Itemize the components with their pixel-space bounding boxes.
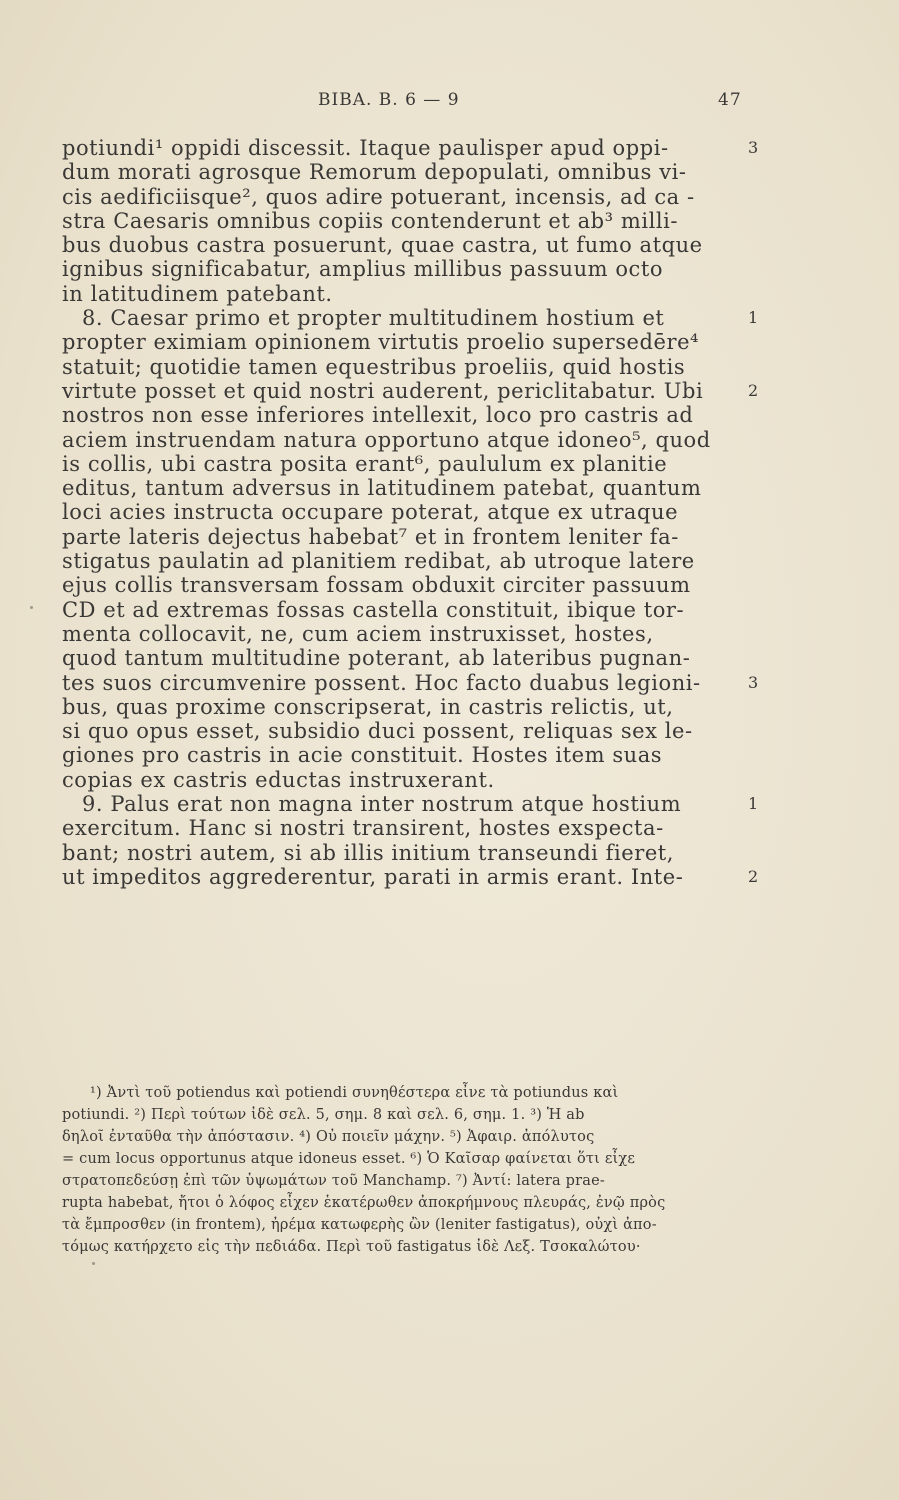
text-line: copias ex castris eductas instruxerant. <box>62 767 495 792</box>
footnote-line: rupta habebat, ἤτοι ὁ λόφος εἶχεν ἑκατέρωθεν ἀποκρήμνους πλευράς, ἐνῷ πρὸς <box>62 1195 666 1211</box>
margin-number: 1 <box>748 308 759 327</box>
main-text <box>62 136 742 889</box>
text-line: stigatus paulatin ad planitiem redibat, ab utroque latere <box>62 549 695 574</box>
text-line: is collis, ubi castra posita erant⁶, paululum ex planitie <box>62 451 668 476</box>
text-line: bus duobus castra posuerunt, quae castra, ut fumo atque <box>62 233 703 258</box>
text-line: propter eximiam opinionem virtutis proelio supersedēre⁴ <box>62 330 700 355</box>
footnotes <box>62 1082 772 1258</box>
paper-speck <box>30 606 33 609</box>
footnote-line: δηλοῖ ἐνταῦθα τὴν ἀπόστασιν. ⁴) Οὐ ποιεῖν μάχην. ⁵) Ἀφαιρ. ἀπόλυτος <box>62 1129 595 1145</box>
margin-number: 2 <box>748 381 759 400</box>
text-line: editus, tantum adversus in latitudinem patebat, quantum <box>62 476 702 501</box>
text-line: loci acies instructa occupare poterat, atque ex utraque <box>62 500 679 525</box>
chapter-start-line: 8. Caesar primo et propter multitudinem hostium et <box>82 306 665 331</box>
text-line: bus, quas proxime conscripserat, in castris relictis, ut, <box>62 694 674 719</box>
footnote-line: τὰ ἔμπροσθεν (in frontem), ἠρέμα κατωφερὴς ὢν (leniter fastigatus), οὐχὶ ἀπο- <box>62 1217 657 1233</box>
text-line: exercitum. Hanc si nostri transirent, hostes exspecta- <box>62 816 664 841</box>
chapter-start-line: 9. Palus erat non magna inter nostrum atque hostium <box>82 792 682 817</box>
page-header <box>0 90 899 116</box>
text-line: potiundi¹ oppidi discessit. Itaque paulisper apud oppi- <box>62 136 669 160</box>
text-line: stra Caesaris omnibus copiis contenderunt et ab³ milli- <box>62 208 679 233</box>
margin-number: 1 <box>748 794 759 813</box>
text-line: CD et ad extremas fossas castella constituit, ibique tor- <box>62 597 685 622</box>
text-line: quod tantum multitudine poterant, ab lateribus pugnan- <box>62 646 691 671</box>
text-line: virtute posset et quid nostri auderent, periclitabatur. Ubi <box>62 378 704 403</box>
footnote-line: = cum locus opportunus atque idoneus esset. ⁶) Ὁ Καῖσαρ φαίνεται ὅτι εἶχε <box>62 1151 636 1167</box>
margin-number: 3 <box>748 673 759 692</box>
footnote-line: στρατοπεδεύσῃ ἐπὶ τῶν ὑψωμάτων τοῦ Manchamp. ⁷) Ἀντί: latera prae- <box>62 1173 605 1189</box>
margin-number: 2 <box>748 867 759 886</box>
page-number: 47 <box>718 90 742 110</box>
text-line: parte lateris dejectus habebat⁷ et in frontem leniter fa- <box>62 524 679 549</box>
text-line: statuit; quotidie tamen equestribus proeliis, quid hostis <box>62 354 686 379</box>
text-line: ejus collis transversam fossam obduxit circiter passuum <box>62 573 691 598</box>
text-line: aciem instruendam natura opportuno atque idoneo⁵, quod <box>62 427 711 452</box>
text-line: giones pro castris in acie constituit. Hostes item suas <box>62 743 663 768</box>
footnote-line: potiundi. ²) Περὶ τούτων ἰδὲ σελ. 5, σημ. 8 καὶ σελ. 6, σημ. 1. ³) Ἡ ab <box>62 1107 585 1123</box>
text-line: tes suos circumvenire possent. Hoc facto duabus legioni- <box>62 670 701 695</box>
text-line: dum morati agrosque Remorum depopulati, omnibus vi- <box>62 160 687 185</box>
text-line: in latitudinem patebant. <box>62 281 333 306</box>
text-line: si quo opus esset, subsidio duci possent, reliquas sex le- <box>62 719 693 744</box>
text-line: cis aedificiisque², quos adire potuerant, incensis, ad ca - <box>62 184 695 209</box>
text-line: bant; nostri autem, si ab illis initium transeundi fieret, <box>62 840 675 865</box>
footnote-line: ¹) Ἀντὶ τοῦ potiendus καὶ potiendi συνηθέστερα εἶνε τὰ potiundus καὶ <box>90 1085 619 1101</box>
text-line: ignibus significabatur, amplius millibus passuum octo <box>62 257 664 282</box>
text-line: ut impeditos aggrederentur, parati in armis erant. Inte- <box>62 864 684 889</box>
paper-speck <box>92 1262 95 1265</box>
footnote-line: τόμως κατήρχετο εἰς τὴν πεδιάδα. Περὶ τοῦ fastigatus ἰδὲ Λεξ. Τσοκαλώτου· <box>62 1239 641 1255</box>
text-line: nostros non esse inferiores intellexit, loco pro castris ad <box>62 403 694 428</box>
text-line: menta collocavit, ne, cum aciem instruxisset, hostes, <box>62 621 654 646</box>
running-head: BIBA. B. 6 — 9 <box>318 90 460 110</box>
margin-number: 3 <box>748 138 759 157</box>
